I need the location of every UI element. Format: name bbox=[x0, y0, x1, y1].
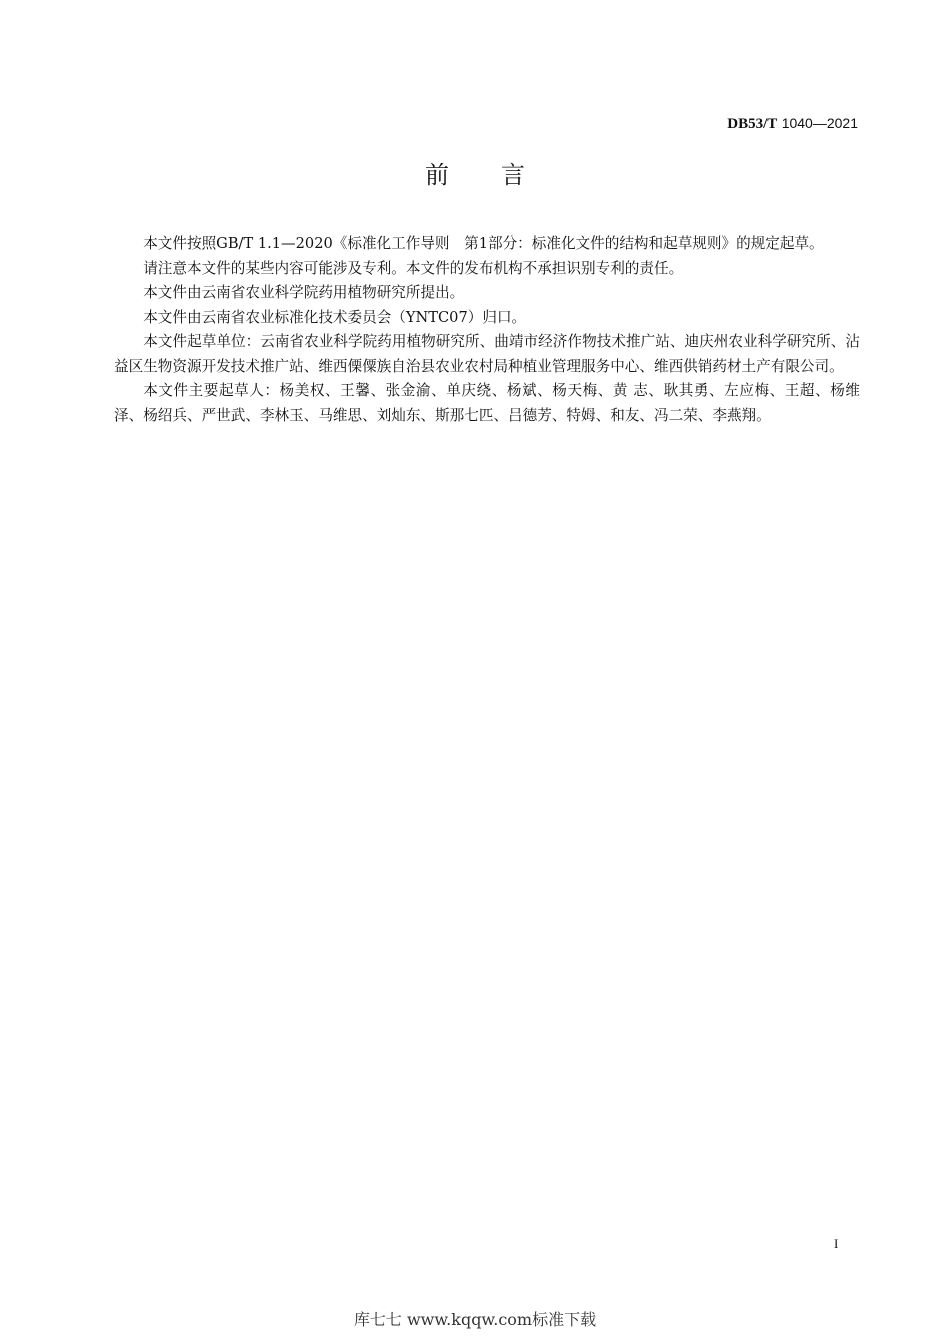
foreword-body bbox=[114, 232, 860, 428]
page-number: I bbox=[834, 1236, 839, 1251]
paragraph-centralized-by: 本文件由云南省农业标准化技术委员会（YNTC07）归口。 bbox=[143, 308, 527, 326]
document-code-number: 1040—2021 bbox=[781, 115, 858, 131]
paragraph-patent-notice: 请注意本文件的某些内容可能涉及专利。本文件的发布机构不承担识别专利的责任。 bbox=[143, 259, 684, 277]
paragraph-drafting-rules: 本文件按照GB/T 1.1—2020《标准化工作导则 第1部分：标准化文件的结构和起草规则》的规定起草。 bbox=[143, 235, 824, 252]
paragraph-drafters: 本文件主要起草人：杨美权、王馨、张金渝、单庆绕、杨斌、杨天梅、黄 志、耿其勇、左应梅、王超、杨维泽、杨绍兵、严世武、李林玉、马维思、刘灿东、斯那七匹、吕德芳、特姆、和友、冯二荣、李燕翔。 bbox=[114, 382, 860, 424]
section-title: 前言 bbox=[425, 161, 577, 189]
document-code bbox=[727, 115, 858, 133]
paragraph-drafting-units: 本文件起草单位：云南省农业科学院药用植物研究所、曲靖市经济作物技术推广站、迪庆州农业科学研究所、沾益区生物资源开发技术推广站、维西傈僳族自治县农业农村局种植业管理服务中心、维西供销药材土产有限公司。 bbox=[114, 333, 860, 375]
paragraph-proposer: 本文件由云南省农业科学院药用植物研究所提出。 bbox=[143, 284, 465, 301]
footer-watermark: 库七七 www.kqqw.com标准下载 bbox=[353, 1310, 597, 1329]
document-code-prefix: DB53/T bbox=[727, 116, 778, 132]
